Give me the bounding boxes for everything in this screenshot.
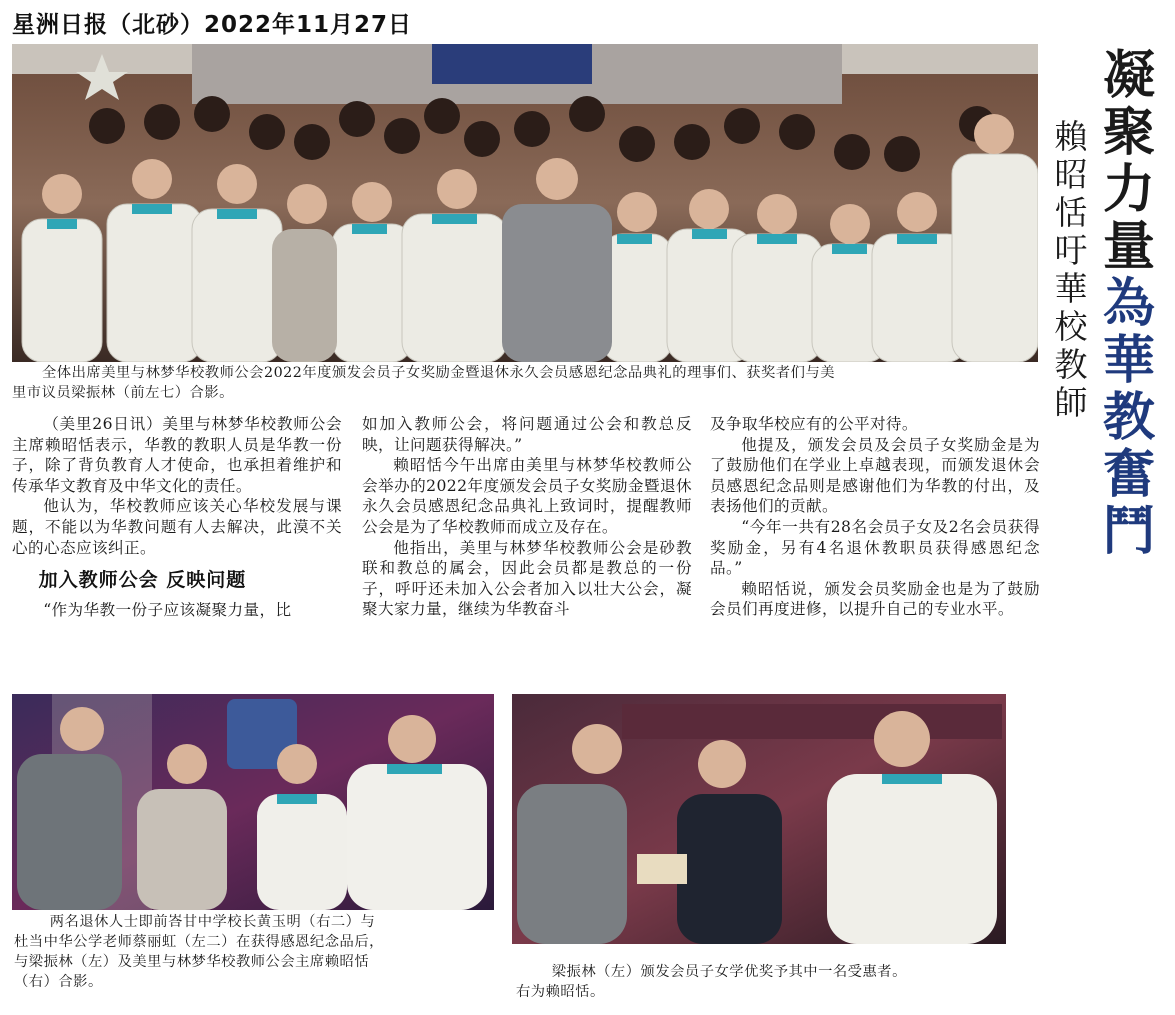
subheadline	[1051, 118, 1091, 422]
subheadline-char: 吁	[1054, 231, 1088, 270]
headline-char: 教	[1102, 388, 1155, 448]
caption-line: （右）合影。	[14, 974, 103, 990]
newspaper-masthead: 星洲日报（北砂）2022年11月27日	[12, 12, 413, 38]
retirees-photo-caption	[14, 912, 504, 992]
article-paragraph: 赖昭恬说，颁发会员奖励金也是为了鼓励会员们再度进修，以提升自己的专业水平。	[710, 579, 1040, 619]
subheadline-char: 校	[1054, 307, 1088, 346]
caption-line: 里市议员梁振林（前左七）合影。	[12, 385, 234, 401]
article-paragraph: “作为华教一份子应该凝聚力量，比	[43, 600, 292, 619]
headline	[1097, 48, 1161, 561]
group-photo-caption	[12, 363, 1042, 403]
group-photo	[12, 44, 1038, 362]
article-column-1	[12, 414, 342, 620]
headline-char: 凝	[1102, 46, 1155, 106]
award-photo	[512, 694, 1006, 944]
article-paragraph: 他提及，颁发会员及会员子女奖励金是为了鼓励他们在学业上卓越表现，而颁发退休会员感恩纪念品则是感谢他们为华教的付出，及表扬他们的贡献。	[710, 435, 1040, 516]
caption-line: 梁振林（左）颁发会员子女学优奖予其中一名受惠者。	[551, 964, 907, 980]
article-subheading: 加入教师公会 反映问题	[38, 569, 247, 592]
article-paragraph: （美里26日讯）美里与林梦华校教师公会主席赖昭恬表示，华教的教职人员是华教一份子，除了背负教育人才使命，也承担着维护和传承华文教育及中华文化的责任。	[12, 415, 342, 495]
article-paragraph: “今年一共有28名会员子女及2名会员获得奖励金，另有4名退休教职员获得感恩纪念品。”	[710, 517, 1040, 578]
headline-char: 華	[1102, 331, 1155, 391]
subheadline-char: 教	[1054, 345, 1088, 384]
award-photo-caption	[516, 962, 1010, 1002]
subheadline-char: 恬	[1054, 193, 1088, 232]
article-paragraph: 他指出，美里与林梦华校教师公会是砂教联和教总的属会，因此会员都是教总的一份子，呼吁还未加入公会者加入以壮大公会，凝聚大家力量，继续为华教奋斗	[362, 538, 692, 619]
article-paragraph: 及争取华校应有的公平对待。	[710, 415, 918, 433]
headline-char: 鬥	[1102, 502, 1155, 562]
article-paragraph: 如加入教师公会，将问题通过公会和教总反映，让问题获得解决。”	[362, 415, 692, 454]
article-paragraph: 他认为，华校教师应该关心华校发展与课题，不能以为华教问题有人去解决，此漠不关心的心态应该纠正。	[12, 497, 342, 557]
headline-char: 為	[1102, 274, 1155, 334]
subheadline-char: 昭	[1054, 155, 1088, 194]
article-column-3	[710, 414, 1040, 620]
caption-line: 右为赖昭恬。	[516, 984, 605, 1000]
subheadline-char: 華	[1054, 269, 1088, 308]
headline-char: 聚	[1102, 103, 1155, 163]
article-column-2	[362, 414, 692, 620]
caption-line: 全体出席美里与林梦华校教师公会2022年度颁发会员子女奖励金暨退休永久会员感恩纪念品典礼的理事们、获奖者们与美	[42, 365, 836, 381]
subheadline-char: 師	[1054, 383, 1088, 422]
article-paragraph: 赖昭恬今午出席由美里与林梦华校教师公会举办的2022年度颁发会员子女奖励金暨退休永久会员感恩纪念品典礼上致词时，提醒教师公会是为了华校教师而成立及存在。	[362, 456, 692, 536]
headline-char: 量	[1102, 217, 1155, 277]
retirees-photo	[12, 694, 494, 910]
caption-line: 两名退休人士即前峇甘中学校长黄玉明（右二）与	[49, 914, 376, 930]
caption-line: 杜当中华公学老师蔡丽虹（左二）在获得感恩纪念品后，	[14, 934, 384, 950]
caption-line: 与梁振林（左）及美里与林梦华校教师公会主席赖昭恬	[14, 954, 370, 970]
subheadline-char: 賴	[1054, 117, 1088, 156]
headline-char: 力	[1102, 160, 1155, 220]
headline-char: 奮	[1102, 445, 1155, 505]
